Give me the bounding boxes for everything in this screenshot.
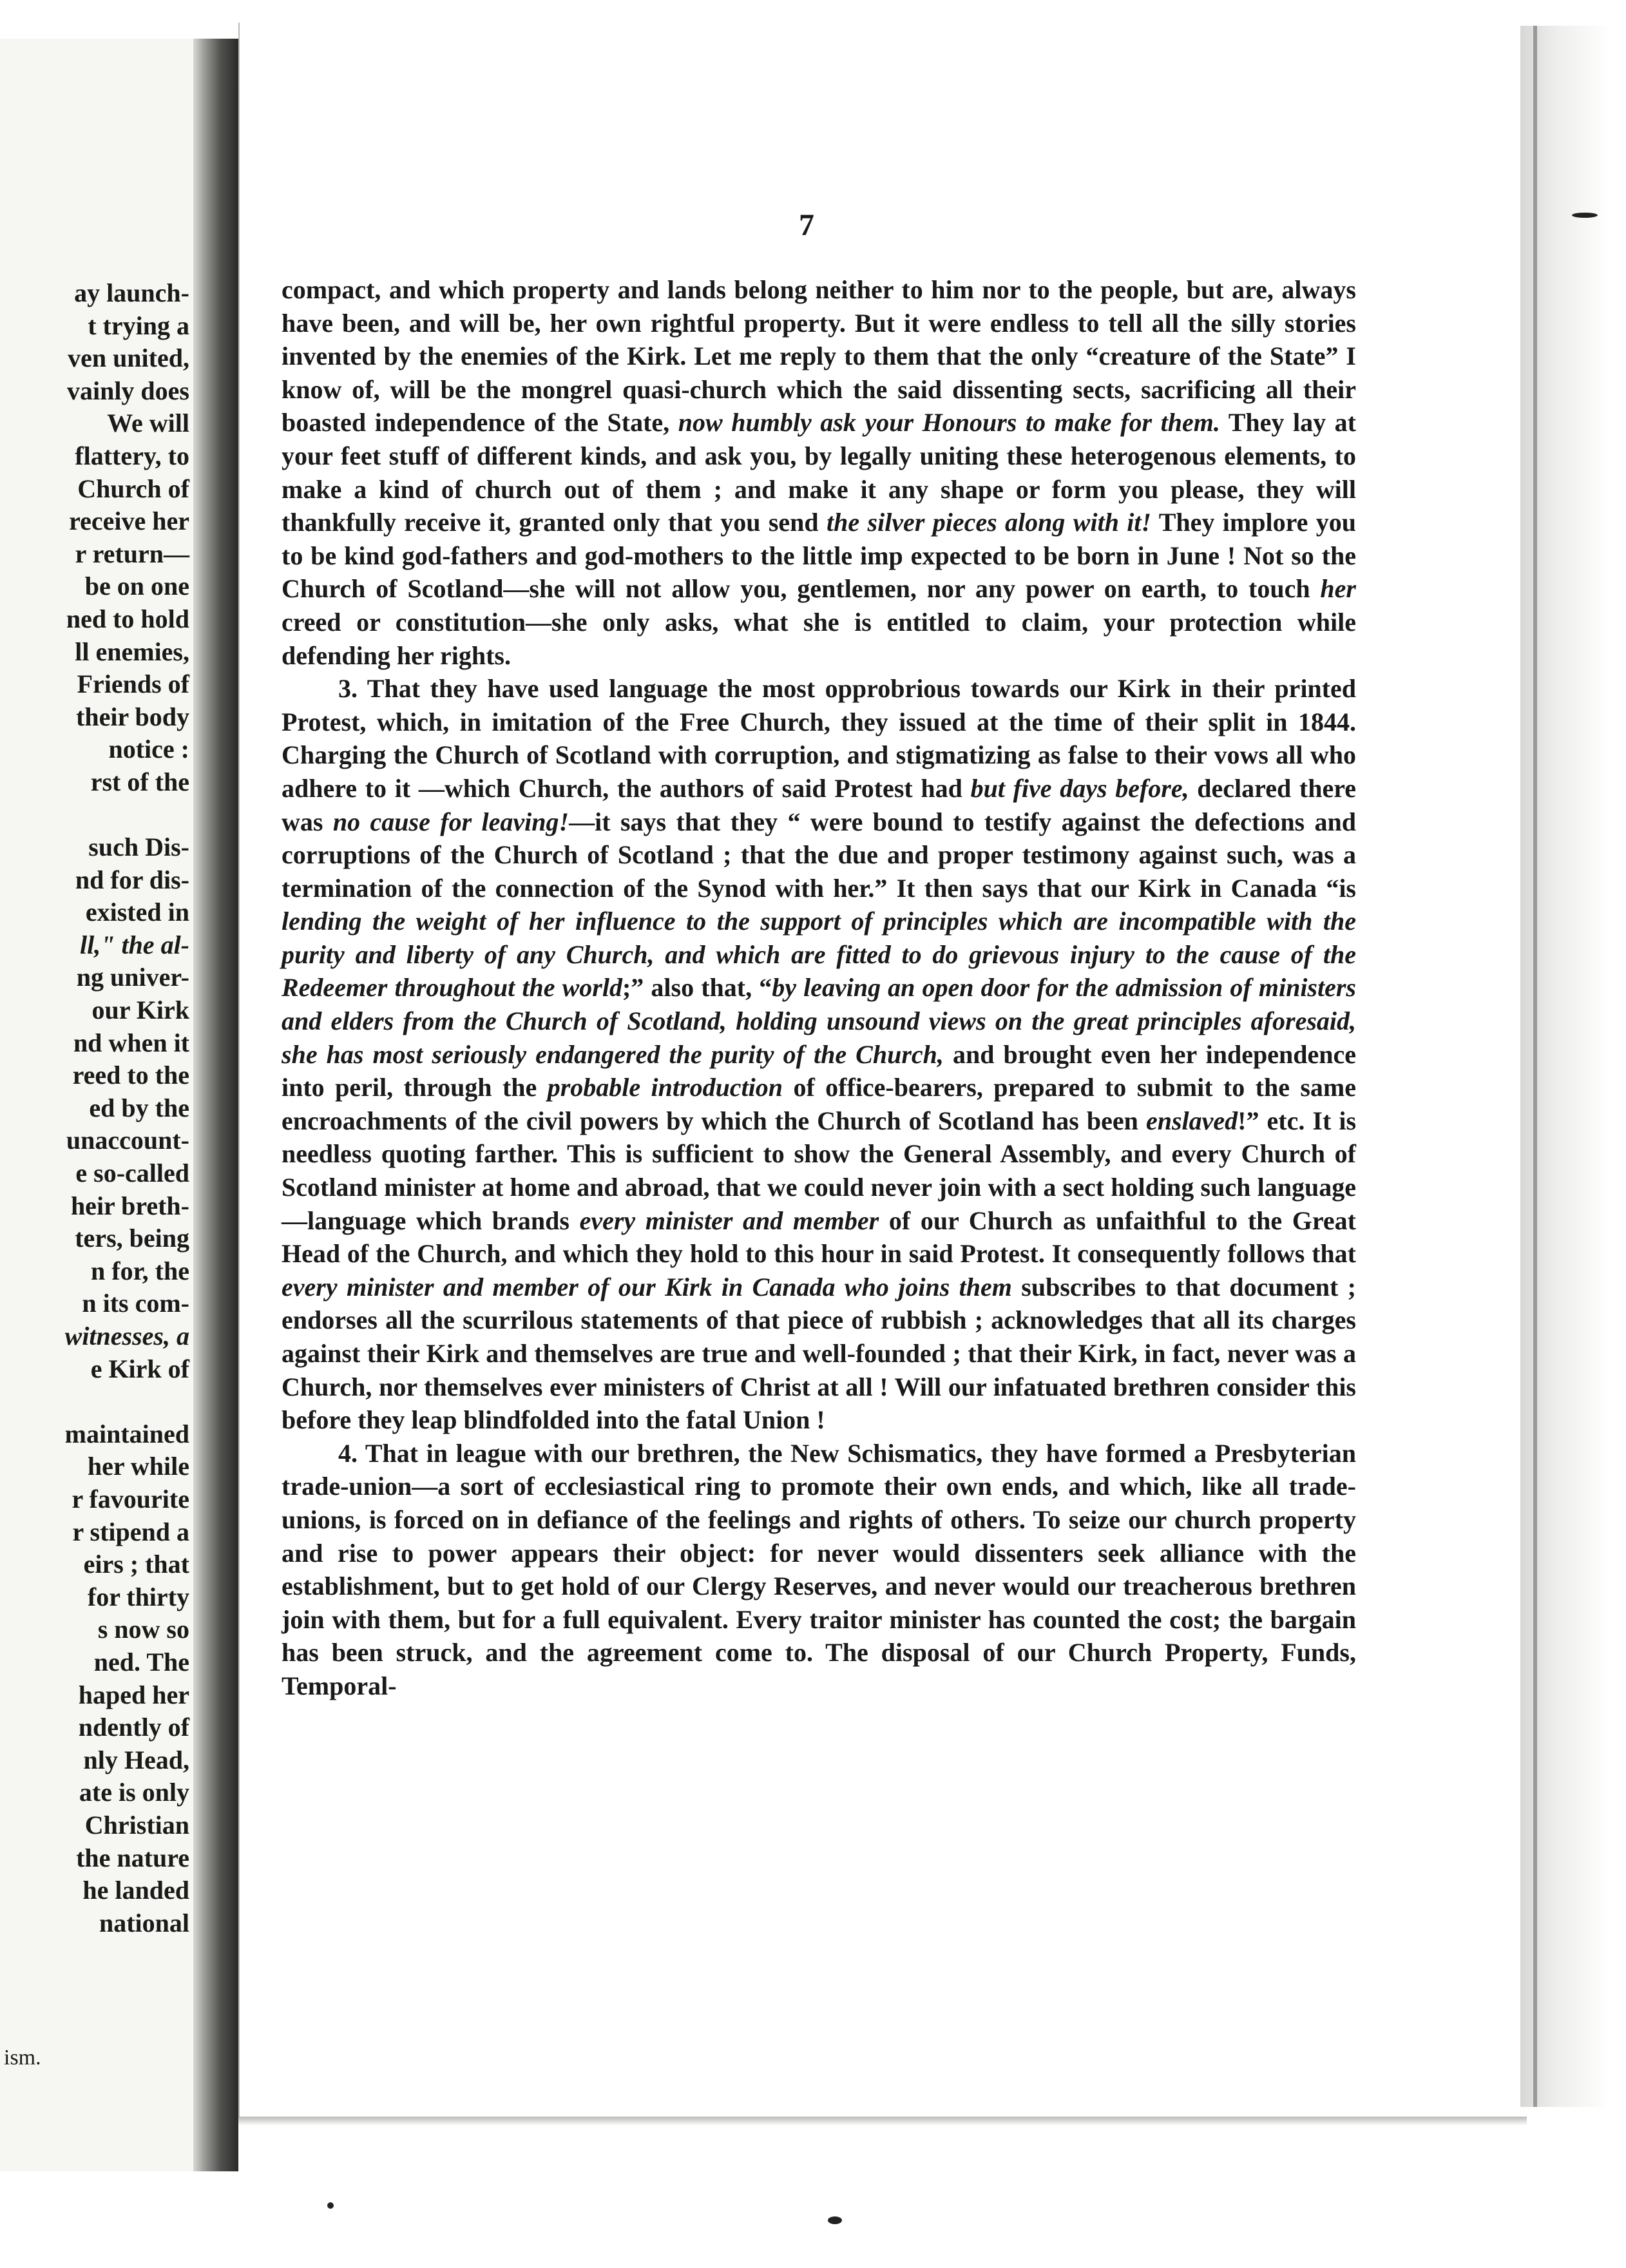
left-page-line: for thirty (87, 1582, 189, 1611)
left-page-line: national (99, 1908, 189, 1937)
left-page-line: r stipend a (72, 1517, 189, 1546)
left-page-line: reed to the (72, 1061, 189, 1090)
italic-run: but five days before, (970, 773, 1189, 803)
left-page-line: s now so (97, 1615, 189, 1644)
italic-run: lending the weight of her influence to the support of principles which are incompatible with the purity and liberty of any Church, and which are fitted to do grievous injury to the cause of the Redeemer throughout the world (282, 907, 1356, 1003)
text-run: —it says that they “ were bound to testify against the defections and corruptions of the Church of Scotland ; that the due and proper testimony against such, was a termination of the connection of the Synod with her.” It then says that our Kirk in Canada “is (282, 807, 1357, 903)
text-run: !” etc. It is needless quoting farther. This is sufficient to show the General Assembly, and every Church of Scotland minister at home and abroad, that we could never join with a sect holding such language—language which brands (282, 1106, 1357, 1235)
left-page-line: existed in (85, 898, 189, 927)
left-page-fragment (0, 39, 193, 2171)
left-page-line: ven united, (68, 343, 189, 373)
italic-run: her (1320, 574, 1356, 604)
paragraph-continued (282, 273, 1356, 672)
left-page-line: ters, being (75, 1224, 189, 1253)
left-page-line: notice : (108, 735, 189, 764)
left-page-line: he landed (82, 1876, 189, 1905)
paragraph-4 (282, 1437, 1356, 1703)
text-run: 4. That in league with our brethren, the New Schismatics, they have formed a Presbyterian trade-union—a sort of ecclesiastical ring to promote their own ends, and which, like all trade-unions, is forced on in defiance of the feelings and rights of others. To seize our church property and rise to power appears their object: for never would dissenters seek alliance with the establishment, but to get hold of our Clergy Reserves, and never would our treacherous brethren join with them, but for a full equivalent. Every traitor minister has counted the cost; the bargain has been struck, and the agreement come to. The disposal of our Church Property, Funds, Temporal- (282, 1438, 1356, 1700)
left-page-line: ll enemies, (75, 637, 189, 666)
left-page-line (0, 1385, 189, 1418)
italic-run: probable introduction (547, 1073, 783, 1102)
page-edge (1520, 26, 1611, 2107)
page-body (282, 273, 1356, 1703)
left-page-line: ed by the (89, 1093, 189, 1122)
left-page-line: nd for dis- (75, 865, 189, 894)
italic-run: by leaving an open door for the admission of ministers and elders from the Church of Scotland, holding unsound views on the great principles aforesaid, she has most seriously endangered the purity of the Church, (282, 973, 1356, 1069)
scan-speck (828, 2216, 842, 2224)
paragraph-3 (282, 672, 1356, 1437)
left-page-line: n for, the (91, 1256, 189, 1285)
left-page-line: Church of (77, 474, 189, 503)
text-run: creed or constitution—she only asks, what she is entitled to claim, your protection while defending her rights. (282, 607, 1356, 670)
left-page-line: ndently of (78, 1713, 189, 1742)
text-run: compact, and which property and lands belong neither to him nor to the people, but are, always have been, and will be, her own rightful property. But it were endless to tell all the silly stories invented by the enemies of the Kirk. Let me reply to them that the only “creature of the State” I know of, will be the mongrel quasi-church which the said dissenting sects, sacrificing all their boasted independence of the State, (282, 275, 1356, 437)
left-page-line: nly Head, (83, 1745, 189, 1774)
left-page-last-line: ism. (4, 2046, 41, 2070)
text-run: and brought even her independence into peril, through the (282, 1039, 1356, 1102)
page-number: 7 (799, 208, 814, 242)
left-page-line: their body (76, 702, 189, 731)
left-page-line: ay launch- (74, 278, 189, 307)
text-run: They lay at your feet stuff of different kinds, and ask you, by legally uniting these heterogenous elements, to make a kind of church out of them ; and make it any shape or form you please, they will thankfully receive it, granted only that you send (282, 408, 1356, 537)
left-page-line: ate is only (79, 1778, 189, 1807)
left-page-line: n its com- (82, 1289, 189, 1318)
book-gutter (193, 39, 238, 2171)
italic-run: every minister and member (579, 1206, 879, 1235)
italic-run: the silver pieces along with it! (827, 508, 1152, 537)
left-page-line: haped her (78, 1680, 189, 1709)
left-page-line: eirs ; that (83, 1550, 189, 1579)
left-page-line: witnesses, a (64, 1321, 189, 1350)
italic-run: now humbly ask your Honours to make for them. (678, 408, 1220, 437)
italic-run: every minister and member of our Kirk in Canada who joins them (282, 1272, 1012, 1302)
left-page-line: Christian (84, 1810, 189, 1840)
text-run: of office-bearers, prepared to submit to the same encroachments of the civil powers by which the Church of Scotland has been (282, 1073, 1356, 1135)
text-run: They implore you to be kind god-fathers and god-mothers to the little imp expected to be born in June ! Not so the Church of Scotland—she will not allow you, gentlemen, nor any power on earth, to touch (282, 508, 1356, 604)
left-page-line: Friends of (77, 669, 189, 699)
scan-speck (1572, 213, 1598, 218)
page-bottom-edge (238, 2117, 1527, 2126)
left-page-line: ng univer- (76, 963, 189, 992)
text-run: subscribes to that document ; endorses all the scurrilous statements of that piece of rubbish ; acknowledges that all its charges against their Kirk and themselves are true and well-founded ; that their Kirk, in fact, never was a Church, nor themselves ever ministers of Christ at all ! Will our infatuated brethren consider this before they leap blindfolded into the fatal Union ! (282, 1272, 1357, 1435)
left-page-line: maintained (64, 1419, 189, 1448)
left-page-line: heir breth- (70, 1191, 189, 1220)
text-run: declared there was (282, 773, 1356, 836)
italic-run: enslaved (1145, 1106, 1238, 1135)
left-page-line: e so-called (75, 1158, 189, 1188)
text-run: 3. That they have used language the most opprobrious towards our Kirk in their printed Protest, which, in imitation of the Free Church, they issued at the time of their split in 1844. Charging the Church of Scotland with corruption, and stigmatizing as false to their vows all who adhere to it —which Church, the authors of said Protest had (282, 674, 1356, 803)
left-page-line: r favourite (72, 1484, 189, 1514)
left-page-text (0, 277, 189, 1939)
left-page-line: ned. The (93, 1647, 189, 1677)
left-page-line: flattery, to (75, 441, 189, 470)
left-page-line: e Kirk of (90, 1354, 189, 1383)
left-page-line: vainly does (66, 376, 189, 405)
left-page-line: such Dis- (88, 832, 189, 862)
left-page-line: receive her (69, 506, 189, 536)
left-page-line: ned to hold (66, 604, 189, 633)
left-page-line: her while (87, 1452, 189, 1481)
left-page-line: t trying a (88, 311, 189, 340)
text-run: of our Church as unfaithful to the Great Head of the Church, and which they hold to this hour in said Protest. It consequently follows that (282, 1206, 1356, 1269)
left-page-line: r return— (75, 539, 189, 568)
left-page-line: ll," the al- (80, 930, 189, 959)
scan-speck (327, 2202, 334, 2209)
left-page-line: be on one (84, 572, 189, 601)
left-page-line: We will (107, 408, 189, 438)
left-page-line: the nature (76, 1843, 189, 1872)
left-page-line (0, 799, 189, 832)
italic-run: no cause for leaving! (332, 807, 569, 836)
left-page-line: unaccount- (66, 1126, 189, 1155)
text-run: ;” also that, “ (622, 973, 772, 1003)
left-page-line: nd when it (73, 1028, 189, 1057)
left-page-line: rst of the (90, 767, 189, 796)
left-page-line: our Kirk (91, 995, 189, 1025)
